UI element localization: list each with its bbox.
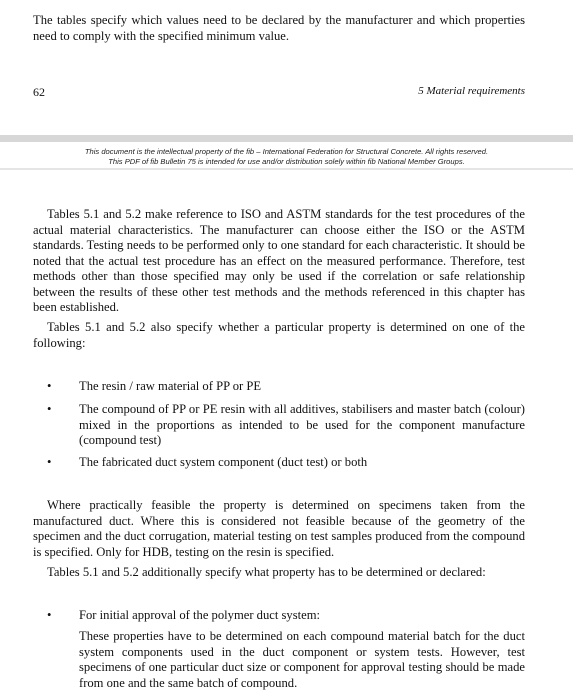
bullet-marker: • — [47, 402, 52, 416]
copyright-notice-line-2: This PDF of fib Bulletin 75 is intended for use and/or distribution solely within fib National Member Groups. — [108, 157, 465, 166]
bullet-marker: • — [47, 608, 52, 622]
top-paragraph: The tables specify which values need to be declared by the manufacturer and which properties need to comply with the specified minimum value. — [33, 13, 525, 43]
list-item: The fabricated duct system component (duct test) or both — [79, 455, 368, 469]
paragraph-standards: Tables 5.1 and 5.2 make reference to ISO and ASTM standards for the test procedures of the actual material characteristics. The manufacturer can choose either the ISO or the ASTM standards. Testing needs to be performed only to one standard for each characteristic. It should be noted that the actual test procedure has an effect on the measured performance. Therefore, test methods other than those specified may only be used if the correlation or safe relationship between the results of these other test methods and the methods referenced in this chapter has been established. — [33, 207, 525, 314]
bullet-marker: • — [47, 379, 52, 393]
copyright-notice-line-1: This document is the intellectual property of the fib – International Federation for Structural Concrete. All rights reserved. — [84, 147, 489, 156]
copyright-notice — [0, 147, 573, 167]
bullet-marker: • — [47, 455, 52, 469]
paragraph-properties: Tables 5.1 and 5.2 additionally specify what property has to be determined or declared: — [47, 565, 486, 579]
list-item: The resin / raw material of PP or PE — [79, 379, 262, 393]
paragraph-specimens: Where practically feasible the property is determined on specimens taken from the manufactured duct. Where this is considered not feasible because of the geometry of the specimen and the duct corrugation, material testing on test samples produced from the compound is specified. Only for HDB, testing on the resin is specified. — [33, 498, 525, 559]
list-item-body: These properties have to be determined on each compound material batch for the duct system components used in the duct component or system tests. However, test specimens of one particular duct size or component for approval testing should be made from one and the same batch of compound. — [79, 629, 525, 690]
list-item: The compound of PP or PE resin with all additives, stabilisers and master batch (colour) mixed in the proportions as intended to be used for the component manufacture (compound test) — [79, 402, 525, 447]
notice-underline — [0, 168, 573, 170]
paragraph-determination: Tables 5.1 and 5.2 also specify whether a particular property is determined on one of the following: — [33, 320, 525, 350]
page-separator — [0, 135, 573, 142]
page-number: 62 — [33, 85, 45, 99]
chapter-title: 5 Material requirements — [418, 85, 525, 97]
list-item-title: For initial approval of the polymer duct system: — [79, 608, 320, 622]
